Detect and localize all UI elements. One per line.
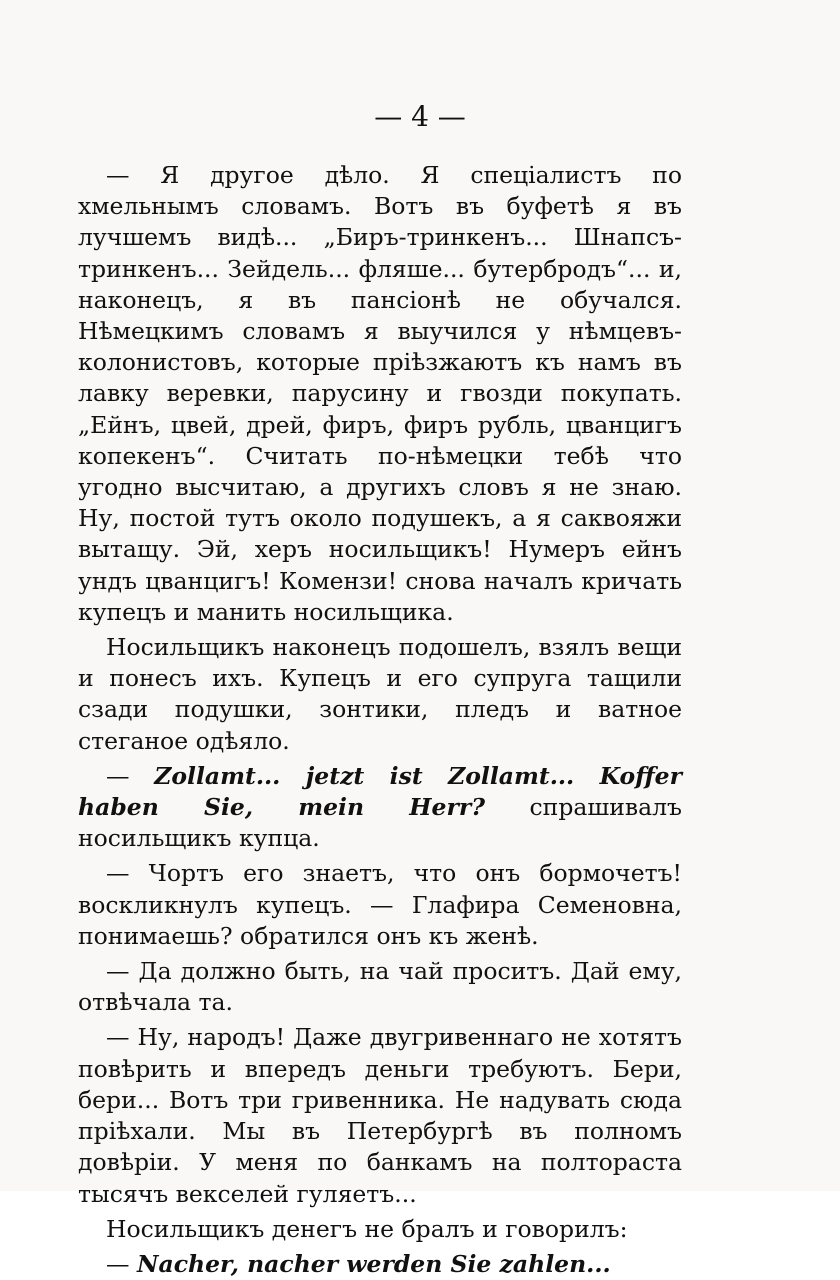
paragraph-text: спрашивалъ носильщикъ купца. (78, 793, 682, 853)
paragraph: — Да должно быть, на чай проситъ. Дай ему, отвѣчала та. (78, 957, 682, 1017)
paragraph: — Ну, народъ! Даже двугривеннаго не хотятъ повѣрить и впередъ деньги требуютъ. Бери, бери... Вотъ три гривенника. Не надувать сюда пріѣхали. Мы въ Петербургѣ въ полномъ довѣріи. У меня по банкамъ на полтораста тысячъ векселей гуляетъ... (78, 1023, 682, 1208)
paragraph: Носильщикъ наконецъ подошелъ, взялъ вещи и понесъ ихъ. Купецъ и его супруга тащили сзади подушки, зонтики, пледъ и ватное стеганое одѣяло. (78, 633, 682, 755)
german-quote: Nacher, nacher werden Sie zahlen... (136, 1249, 611, 1278)
paragraph: — Nacher, nacher werden Sie zahlen... (106, 1249, 611, 1278)
body-text (78, 160, 682, 1280)
paragraph: — Zollamt... jetzt ist Zollamt... Koffer haben Sie, mein Herr? спрашивалъ носильщикъ купца. (78, 761, 682, 853)
paragraph: — Я другое дѣло. Я спеціалистъ по хмельнымъ словамъ. Вотъ въ буфетѣ я въ лучшемъ видѣ... „Биръ-тринкенъ... Шнапсъ-тринкенъ... Зейдель... фляше... бутербродъ“... и, наконецъ, я въ пансіонѣ не обучался. Нѣмецкимъ словамъ я выучился у нѣмцевъ-колонистовъ, которые пріѣзжаютъ къ намъ въ лавку веревки, парусину и гвозди покупать. „Ейнъ, цвей, дрей, фиръ, фиръ рубль, цванцигъ копекенъ“. Считать по-нѣмецки тебѣ что угодно высчитаю, а другихъ словъ я не знаю. Ну, постой тутъ около подушекъ, а я саквояжи вытащу. Эй, херъ носильщикъ! Нумеръ ейнъ ундъ цванцигъ! Комензи! снова началъ кричать купецъ и манить носильщика. (78, 161, 682, 626)
page-number: — 4 — (374, 100, 466, 133)
german-quote: Zollamt... jetzt ist Zollamt... Koffer haben Sie, mein Herr? (78, 761, 682, 822)
paragraph: — Чортъ его знаетъ, что онъ бормочетъ! воскликнулъ купецъ. — Глафира Семеновна, понимаешь? обратился онъ къ женѣ. (78, 859, 682, 950)
paragraph: Носильщикъ денегъ не бралъ и говорилъ: (106, 1214, 628, 1243)
